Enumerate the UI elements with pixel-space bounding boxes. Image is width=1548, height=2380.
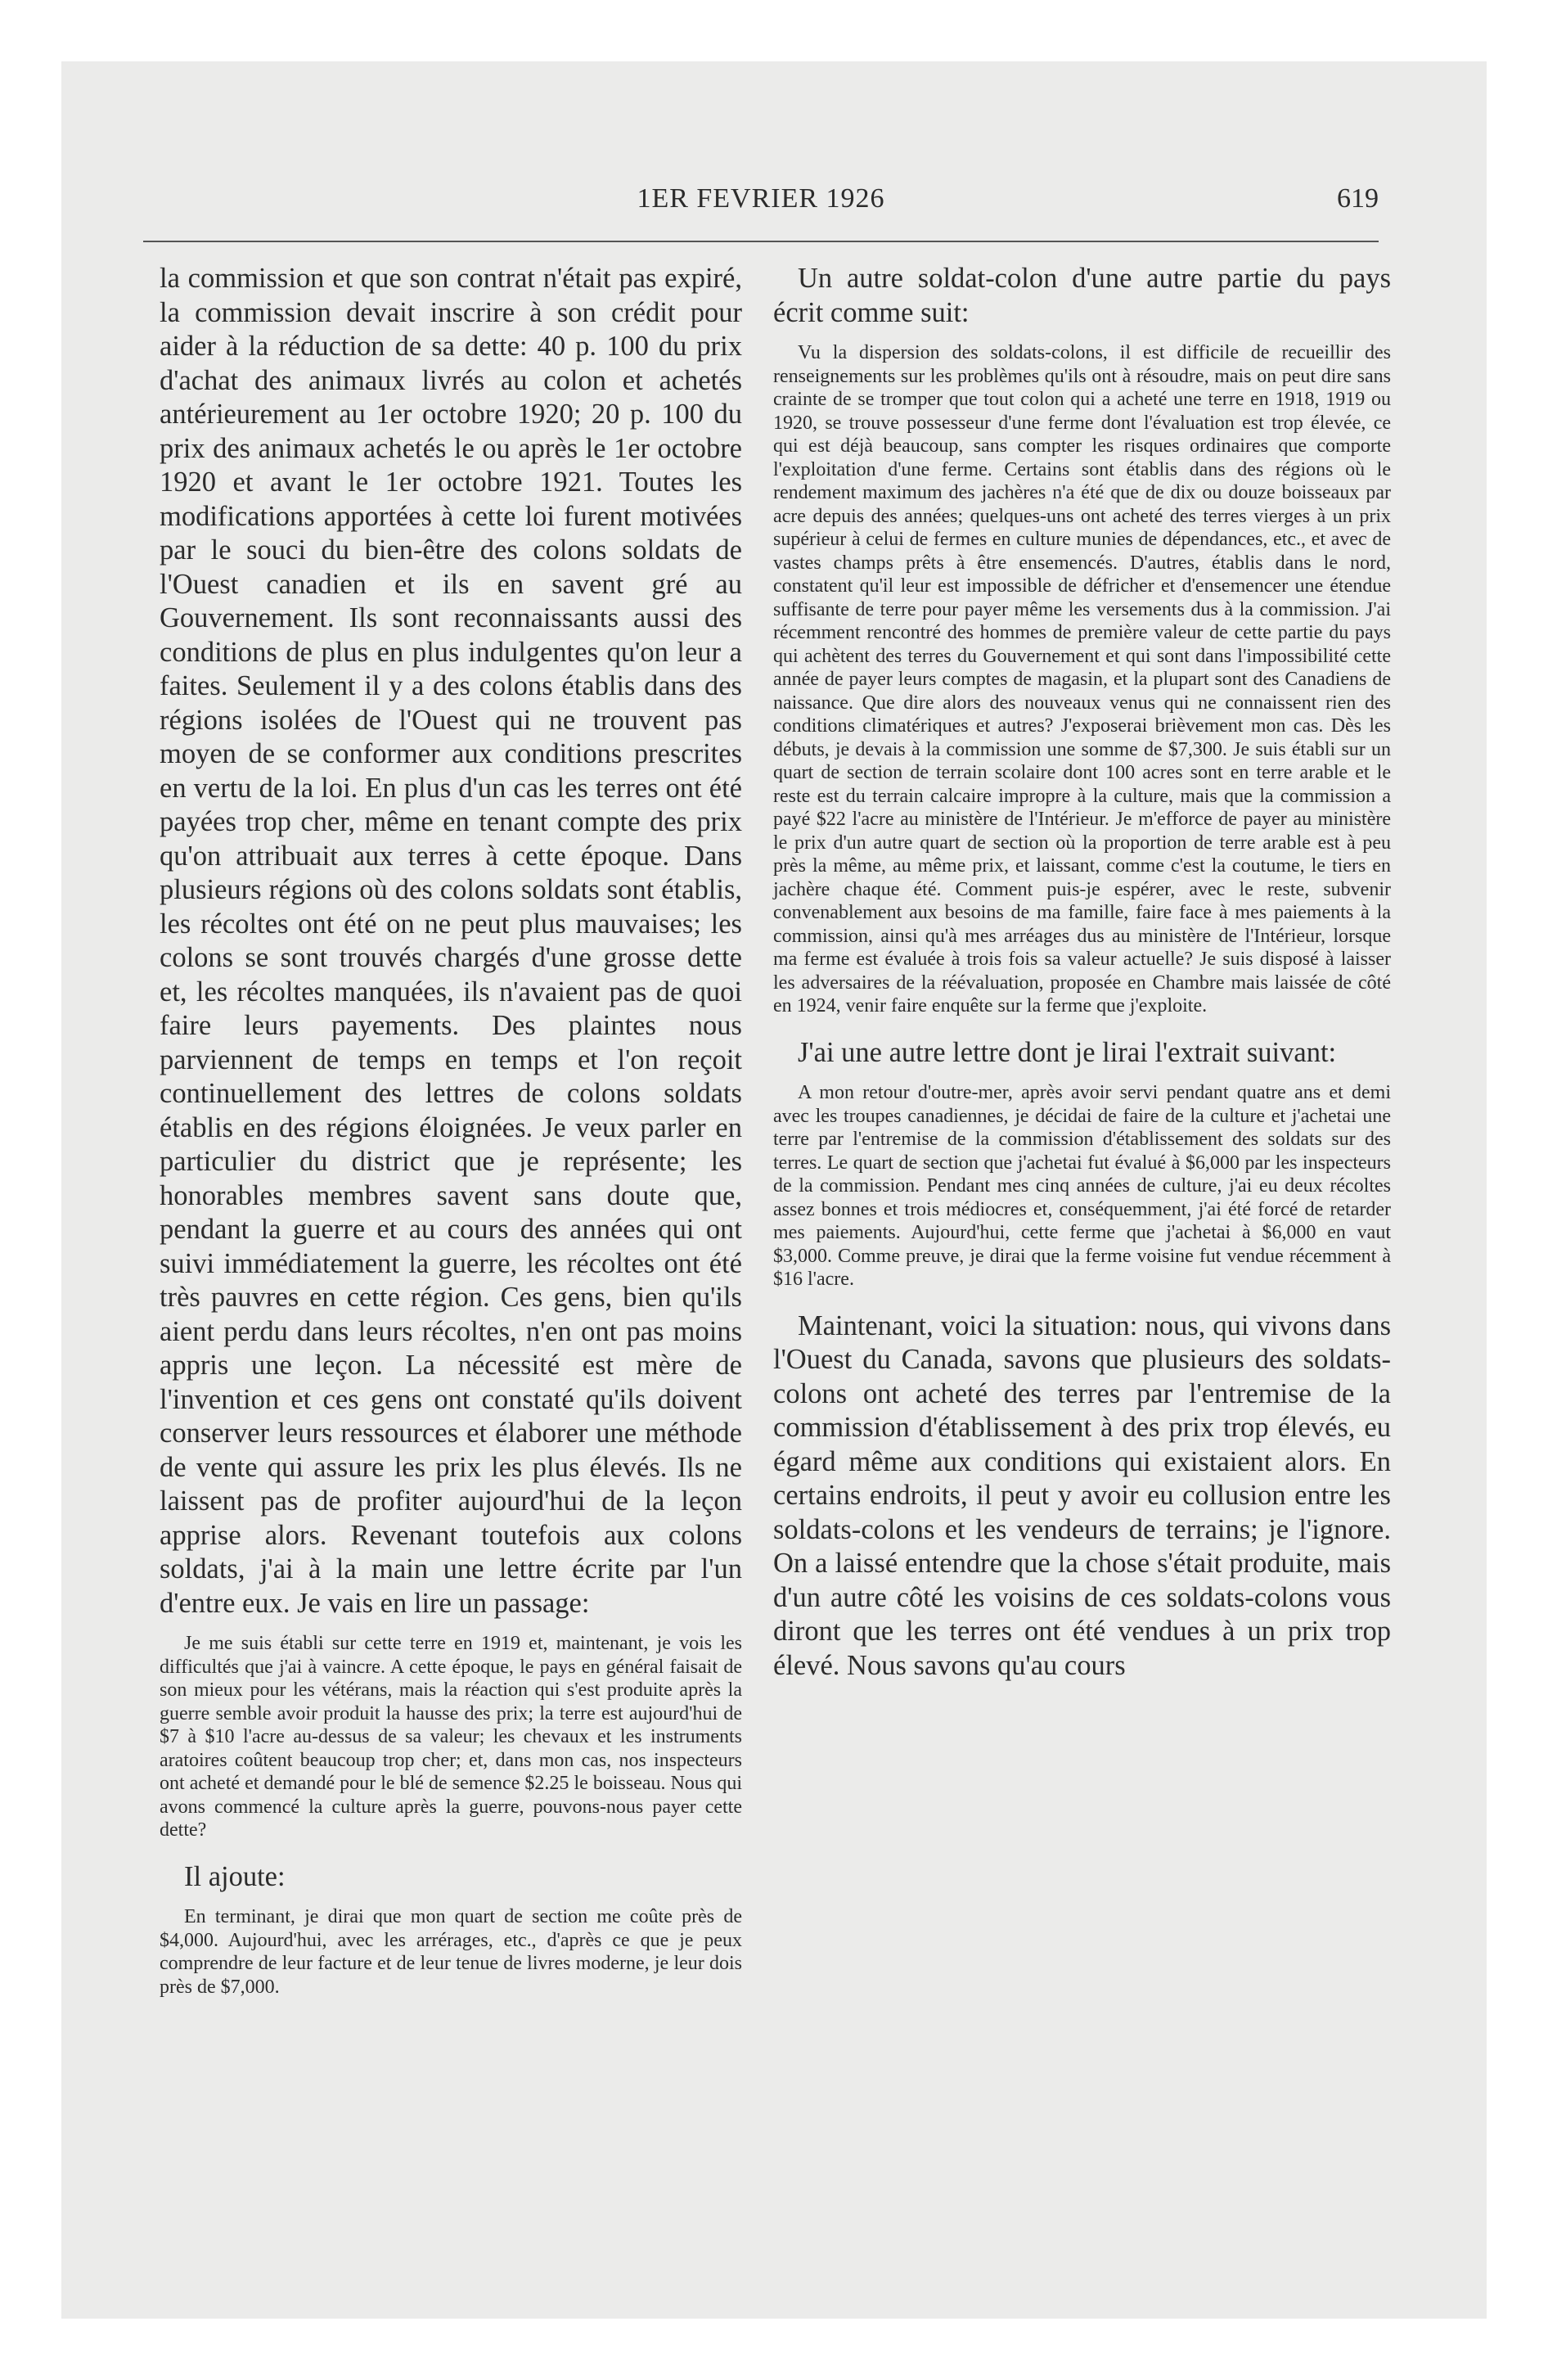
right-paragraph-3: Maintenant, voici la situation: nous, qui vivons dans l'Ouest du Canada, savons que plusieurs des soldats-colons ont acheté des terres par l'entremise de la commission d'établissement à des prix trop élevés, eu égard même aux conditions qui existaient alors. En certains endroits, il peut y avoir eu collusion entre les soldats-colons et les vendeurs de terrains; je l'ignore. On a laissé entendre que la chose s'était produite, mais d'un autre côté les voisins de ces soldats-colons vous diront que les terres ont été vendues à un prix trop élevé. Nous savons qu'au cours (773, 1309, 1391, 1681)
right-paragraph-2: J'ai une autre lettre dont je lirai l'extrait suivant: (798, 1036, 1337, 1068)
page-header (143, 183, 1379, 223)
right-quote-1: Vu la dispersion des soldats-colons, il est difficile de recueillir des renseignements sur les problèmes qu'ils ont à résoudre, mais on peut dire sans crainte de se tromper que tout colon qui a acheté une terre en 1918, 1919 ou 1920, se trouve possesseur d'une ferme dont l'évaluation est trop élevée, ce qui est déjà beaucoup, sans compter les risques ordinaires que comporte l'exploitation d'une ferme. Certains sont établis dans des régions où le rendement maximum des jachères n'a été que de dix ou douze boisseaux par acre depuis des années; quelques-uns ont acheté des terres vierges à un prix supérieur à celui de fermes en culture munies de dépendances, etc., et avec de vastes champs prêts à être ensemencés. D'autres, établis dans le nord, constatent qu'il leur est impossible de défricher et d'ensemencer une étendue suffisante de terre pour payer même les versements dus à la commission. J'ai récemment rencontré des hommes de première valeur de cette partie du pays qui achètent des terres du Gouvernement et qui sont dans l'impossibilité cette année de payer leurs comptes de magasin, et la plupart sont des Canadiens de naissance. Que dire alors des nouveaux venus qui ne connaissent rien des conditions climatériques et autres? J'exposerai brièvement mon cas. Dès les débuts, je devais à la commission une somme de $7,300. Je suis établi sur un quart de section de terrain scolaire dont 100 acres sont en terre arable et le reste est du terrain calcaire impropre à la culture, mais que la commission a payé $22 l'acre au ministère de l'Intérieur. Je m'efforce de payer au ministère le prix d'un autre quart de section où la proportion de terre arable est à peu près la même, au même prix, et laissant, comme c'est la coutume, le tiers en jachère chaque été. Comment puis-je espérer, avec le reste, subvenir convenablement aux besoins de ma famille, faire face à mes paiements à la commission, ainsi qu'à mes arréages dus au ministère de l'Intérieur, lorsque ma ferme est évaluée à trois fois sa valeur actuelle? Je suis disposé à laisser les adversaires de la réévaluation, proposée en Chambre mais laissée de côté en 1924, venir faire enquête sur la ferme que j'exploite. (773, 342, 1391, 1016)
left-column (160, 262, 742, 1999)
left-quote-2: En terminant, je dirai que mon quart de section me coûte près de $4,000. Aujourd'hui, avec les arrérages, etc., d'après ce que je peux comprendre de leur facture et de leur tenue de livres moderne, je leur dois près de $7,000. (160, 1906, 742, 1998)
left-paragraph-1: la commission et que son contrat n'était pas expiré, la commission devait inscrire à son crédit pour aider à la réduction de sa dette: 40 p. 100 du prix d'achat des animaux livrés au colon et achetés antérieurement au 1er octobre 1920; 20 p. 100 du prix des animaux achetés le ou après le 1er octobre 1920 et avant le 1er octobre 1921. Toutes les modifications apportées à cette loi furent motivées par le souci du bien-être des colons soldats de l'Ouest canadien et ils en savent gré au Gouvernement. Ils sont reconnaissants aussi des conditions de plus en plus indulgentes qu'on leur a faites. Seulement il y a des colons établis dans des régions isolées de l'Ouest qui ne trouvent pas moyen de se conformer aux conditions prescrites en vertu de la loi. En plus d'un cas les terres ont été payées trop cher, même en tenant compte des prix qu'on attribuait aux terres à cette époque. Dans plusieurs régions où des colons soldats sont établis, les récoltes ont été on ne peut plus mauvaises; les colons se sont trouvés chargés d'une grosse dette et, les récoltes manquées, ils n'avaient pas de quoi faire leurs payements. Des plaintes nous parviennent de temps en temps et l'on reçoit continuellement des lettres de colons soldats établis en des régions éloignées. Je veux parler en particulier du district que je représente; les honorables membres savent sans doute que, pendant la guerre et au cours des années qui ont suivi immédiatement la guerre, les récoltes ont été très pauvres en cette région. Ces gens, bien qu'ils aient perdu dans leurs récoltes, n'en ont pas moins appris une leçon. La nécessité est mère de l'invention et ces gens ont constaté qu'ils doivent conserver leurs ressources et élaborer une méthode de vente qui assure les prix les plus élevés. Ils ne laissent pas de profiter aujourd'hui de la leçon apprise alors. Revenant toutefois aux colons soldats, j'ai à la main une lettre écrite par l'un d'entre eux. Je vais en lire un passage: (160, 263, 742, 1619)
header-date: 1ER FEVRIER 1926 (637, 183, 885, 214)
header-divider (143, 241, 1379, 242)
page-number: 619 (1337, 183, 1379, 214)
left-paragraph-2: Il ajoute: (184, 1860, 286, 1892)
right-quote-2: A mon retour d'outre-mer, après avoir servi pendant quatre ans et demi avec les troupes canadiennes, je décidai de faire de la culture et j'achetai une terre par l'entremise de la commission d'établissement des soldats sur des terres. Le quart de section que j'achetai fut évalué à $6,000 par les inspecteurs de la commission. Pendant mes cinq années de culture, j'ai eu deux récoltes assez bonnes et trois médiocres et, conséquemment, j'ai été forcé de retarder mes paiements. Aujourd'hui, cette ferme que j'achetai à $6,000 en vaut $3,000. Comme preuve, je dirai que la ferme voisine fut vendue récemment à $16 l'acre. (773, 1082, 1391, 1290)
right-column (773, 262, 1391, 1683)
right-paragraph-1: Un autre soldat-colon d'une autre partie du pays écrit comme suit: (773, 263, 1391, 328)
left-quote-1: Je me suis établi sur cette terre en 1919 et, maintenant, je vois les difficultés que j'ai à vaincre. A cette époque, le pays en général faisait de son mieux pour les vétérans, mais la réaction qui s'est produite après la guerre semble avoir produit la hausse des prix; la terre est aujourd'hui de $7 à $10 l'acre au-dessus de sa valeur; les chevaux et les instruments aratoires coûtent beaucoup trop cher; et, dans mon cas, nos inspecteurs ont acheté et demandé pour le blé de semence $2.25 le boisseau. Nous qui avons commencé la culture après la guerre, pouvons-nous payer cette dette? (160, 1633, 742, 1841)
